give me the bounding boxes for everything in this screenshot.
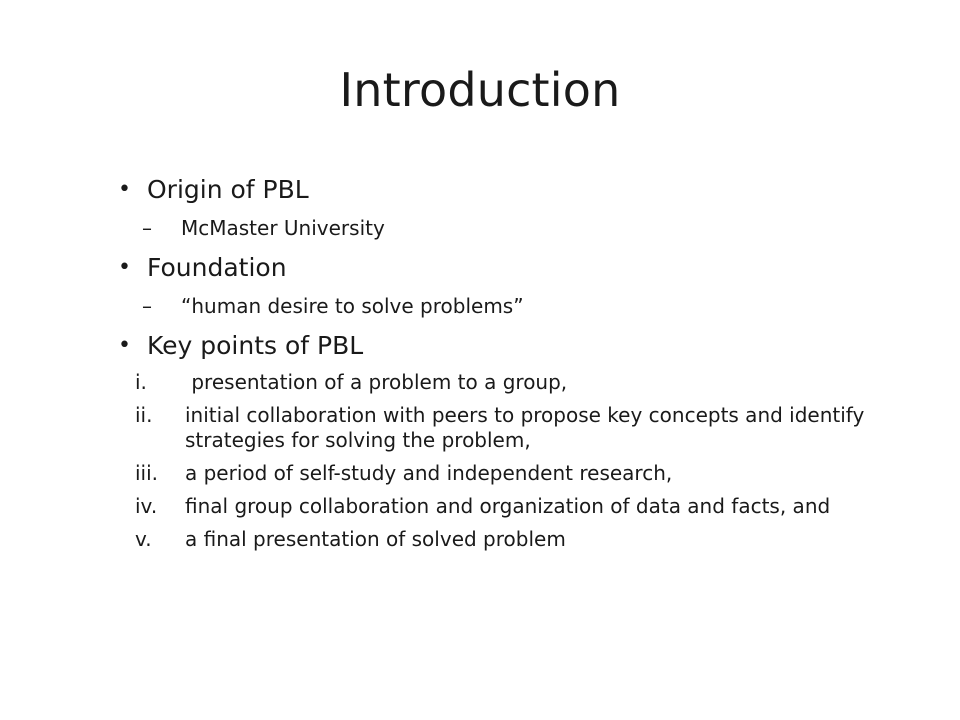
list-text: initial collaboration with peers to propose key concepts and identify strategies for solving the problem, [185,403,865,452]
bullet-label: Foundation [147,253,287,282]
list-number: v. [135,527,152,551]
sub-bullet-text: McMaster University [181,216,385,240]
bullet-origin-of-pbl [115,172,895,208]
list-item [135,403,895,453]
list-number: ii. [135,403,153,427]
slide-content [115,168,895,560]
sub-bullet-text: “human desire to solve problems” [181,294,524,318]
bullet-icon: • [118,255,131,280]
list-text: a final presentation of solved problem [185,527,566,551]
list-text: a period of self-study and independent research, [185,461,673,485]
bullet-icon: • [118,333,131,358]
bullet-label: Origin of PBL [147,175,309,204]
list-number: iii. [135,461,159,485]
bullet-key-points [115,328,895,364]
slide-title: Introduction [339,63,621,117]
bullet-icon: • [118,177,131,202]
list-text: presentation of a problem to a group, [185,370,568,394]
key-points-list [115,370,895,552]
bullet-foundation [115,250,895,286]
dash-icon: – [142,216,152,240]
list-item [135,370,895,395]
list-text: final group collaboration and organization of data and facts, and [185,494,831,518]
sub-bullet-human-desire [131,292,895,320]
list-item [135,527,895,552]
sub-bullet-mcmaster [131,214,895,242]
bullet-label: Key points of PBL [147,331,364,360]
list-number: i. [135,370,147,394]
list-item [135,494,895,519]
list-item [135,461,895,486]
list-number: iv. [135,494,158,518]
dash-icon: – [142,294,152,318]
